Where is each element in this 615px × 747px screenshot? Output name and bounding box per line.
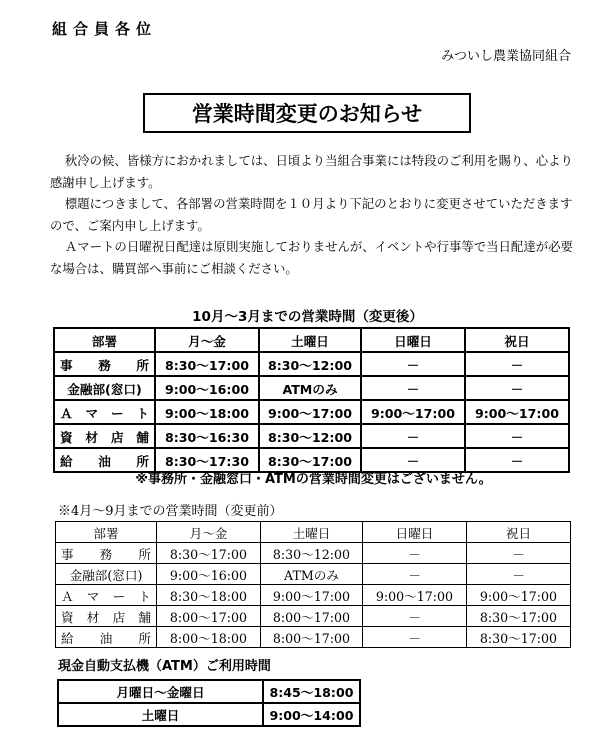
hours-cell: － [465, 352, 569, 376]
body-text [50, 150, 580, 279]
atm-table-caption: 現金自動支払機（ATM）ご利用時間 [58, 659, 271, 674]
department-cell: Ａマート [54, 400, 155, 424]
hours-cell: 8:30～12:00 [261, 543, 363, 564]
table-row [56, 585, 571, 606]
table-header-row [56, 522, 571, 543]
table-row [54, 352, 569, 376]
hours-cell: ATMのみ [261, 564, 363, 585]
table-row [56, 564, 571, 585]
change-paragraph: 標題につきまして、各部署の営業時間を１０月より下記のとおりに変更させていただきますので、ご案内申し上げます。 [50, 196, 573, 233]
hours-cell: － [361, 448, 465, 472]
hours-cell: 8:30～12:00 [259, 424, 361, 448]
hours-cell: 8:00～17:00 [157, 606, 261, 627]
department-cell: 給油所 [54, 448, 155, 472]
department-cell: 事務所 [54, 352, 155, 376]
hours-cell: 8:00～18:00 [157, 627, 261, 648]
hours-cell: － [465, 376, 569, 400]
hours-cell: 9:00～17:00 [259, 400, 361, 424]
department-cell: 給油所 [56, 627, 157, 648]
hours-cell: － [465, 448, 569, 472]
hours-cell: 8:30～17:00 [259, 448, 361, 472]
hours-cell: 9:00～14:00 [263, 703, 360, 726]
hours-cell: 8:30～17:00 [157, 543, 261, 564]
department-cell: 資材店舗 [56, 606, 157, 627]
hours-cell: － [361, 352, 465, 376]
header-cell: 祝日 [465, 328, 569, 352]
hours-cell: 8:30～18:00 [157, 585, 261, 606]
after-table-caption: 10月～3月までの営業時間（変更後） [192, 309, 423, 325]
table-header-row [54, 328, 569, 352]
hours-cell: 9:00～17:00 [261, 585, 363, 606]
hours-cell: ATMのみ [259, 376, 361, 400]
hours-cell: － [363, 543, 467, 564]
delivery-paragraph: Ａマートの日曜祝日配達は原則実施しておりませんが、イベントや行事等で当日配達が必要な場合は、購買部へ事前にご相談ください。 [50, 239, 573, 276]
table-row [54, 424, 569, 448]
hours-cell: － [465, 424, 569, 448]
department-cell: 資材店舗 [54, 424, 155, 448]
hours-cell: 8:00～17:00 [261, 627, 363, 648]
table-row [54, 376, 569, 400]
header-cell: 月～金 [155, 328, 259, 352]
header-cell: 部署 [56, 522, 157, 543]
atm-hours-table [57, 679, 361, 727]
header-cell: 部署 [54, 328, 155, 352]
hours-cell: 9:00～17:00 [467, 585, 571, 606]
hours-cell: 8:30～12:00 [259, 352, 361, 376]
department-cell: 金融部(窓口) [54, 376, 155, 400]
hours-cell: － [361, 424, 465, 448]
header-cell: 日曜日 [361, 328, 465, 352]
table-row [54, 400, 569, 424]
table-row [58, 703, 360, 726]
hours-cell: 8:00～17:00 [261, 606, 363, 627]
hours-cell: 9:00～17:00 [363, 585, 467, 606]
hours-cell: － [363, 627, 467, 648]
hours-cell: － [467, 564, 571, 585]
header-cell: 土曜日 [261, 522, 363, 543]
hours-cell: 8:30～17:30 [155, 448, 259, 472]
hours-cell: 9:00～17:00 [361, 400, 465, 424]
department-cell: Ａマート [56, 585, 157, 606]
table-row [56, 606, 571, 627]
hours-table-before [55, 521, 571, 648]
table-row [56, 627, 571, 648]
day-cell: 月曜日～金曜日 [58, 680, 263, 703]
table-row [58, 680, 360, 703]
hours-cell: － [363, 606, 467, 627]
hours-cell: 8:30～16:30 [155, 424, 259, 448]
header-cell: 月～金 [157, 522, 261, 543]
hours-cell: 9:00～17:00 [465, 400, 569, 424]
hours-cell: 8:30～17:00 [467, 627, 571, 648]
notice-title [143, 93, 471, 133]
hours-cell: － [361, 376, 465, 400]
hours-cell: 9:00～16:00 [157, 564, 261, 585]
hours-cell: － [467, 543, 571, 564]
header-cell: 祝日 [467, 522, 571, 543]
hours-cell: 9:00～18:00 [155, 400, 259, 424]
addressee: 組合員各位 [52, 20, 158, 38]
header-cell: 土曜日 [259, 328, 361, 352]
greeting-paragraph: 秋冷の候、皆様方におかれましては、日頃より当組合事業には特段のご利用を賜り、心より感謝申し上げます。 [50, 153, 573, 190]
hours-cell: 8:45～18:00 [263, 680, 360, 703]
header-cell: 日曜日 [363, 522, 467, 543]
department-cell: 金融部(窓口) [56, 564, 157, 585]
hours-cell: 9:00～16:00 [155, 376, 259, 400]
department-cell: 事務所 [56, 543, 157, 564]
hours-cell: 8:30～17:00 [155, 352, 259, 376]
notice-title-text: 営業時間変更のお知らせ [191, 102, 423, 126]
after-table-footnote: ※事務所・金融窓口・ATMの営業時間変更はございません。 [135, 472, 492, 487]
organization-name: みついし農業協同組合 [441, 49, 571, 64]
hours-cell: 8:30～17:00 [467, 606, 571, 627]
hours-cell: － [363, 564, 467, 585]
hours-table-after [53, 327, 570, 473]
day-cell: 土曜日 [58, 703, 263, 726]
table-row [56, 543, 571, 564]
before-table-caption: ※4月～9月までの営業時間（変更前） [58, 504, 283, 519]
